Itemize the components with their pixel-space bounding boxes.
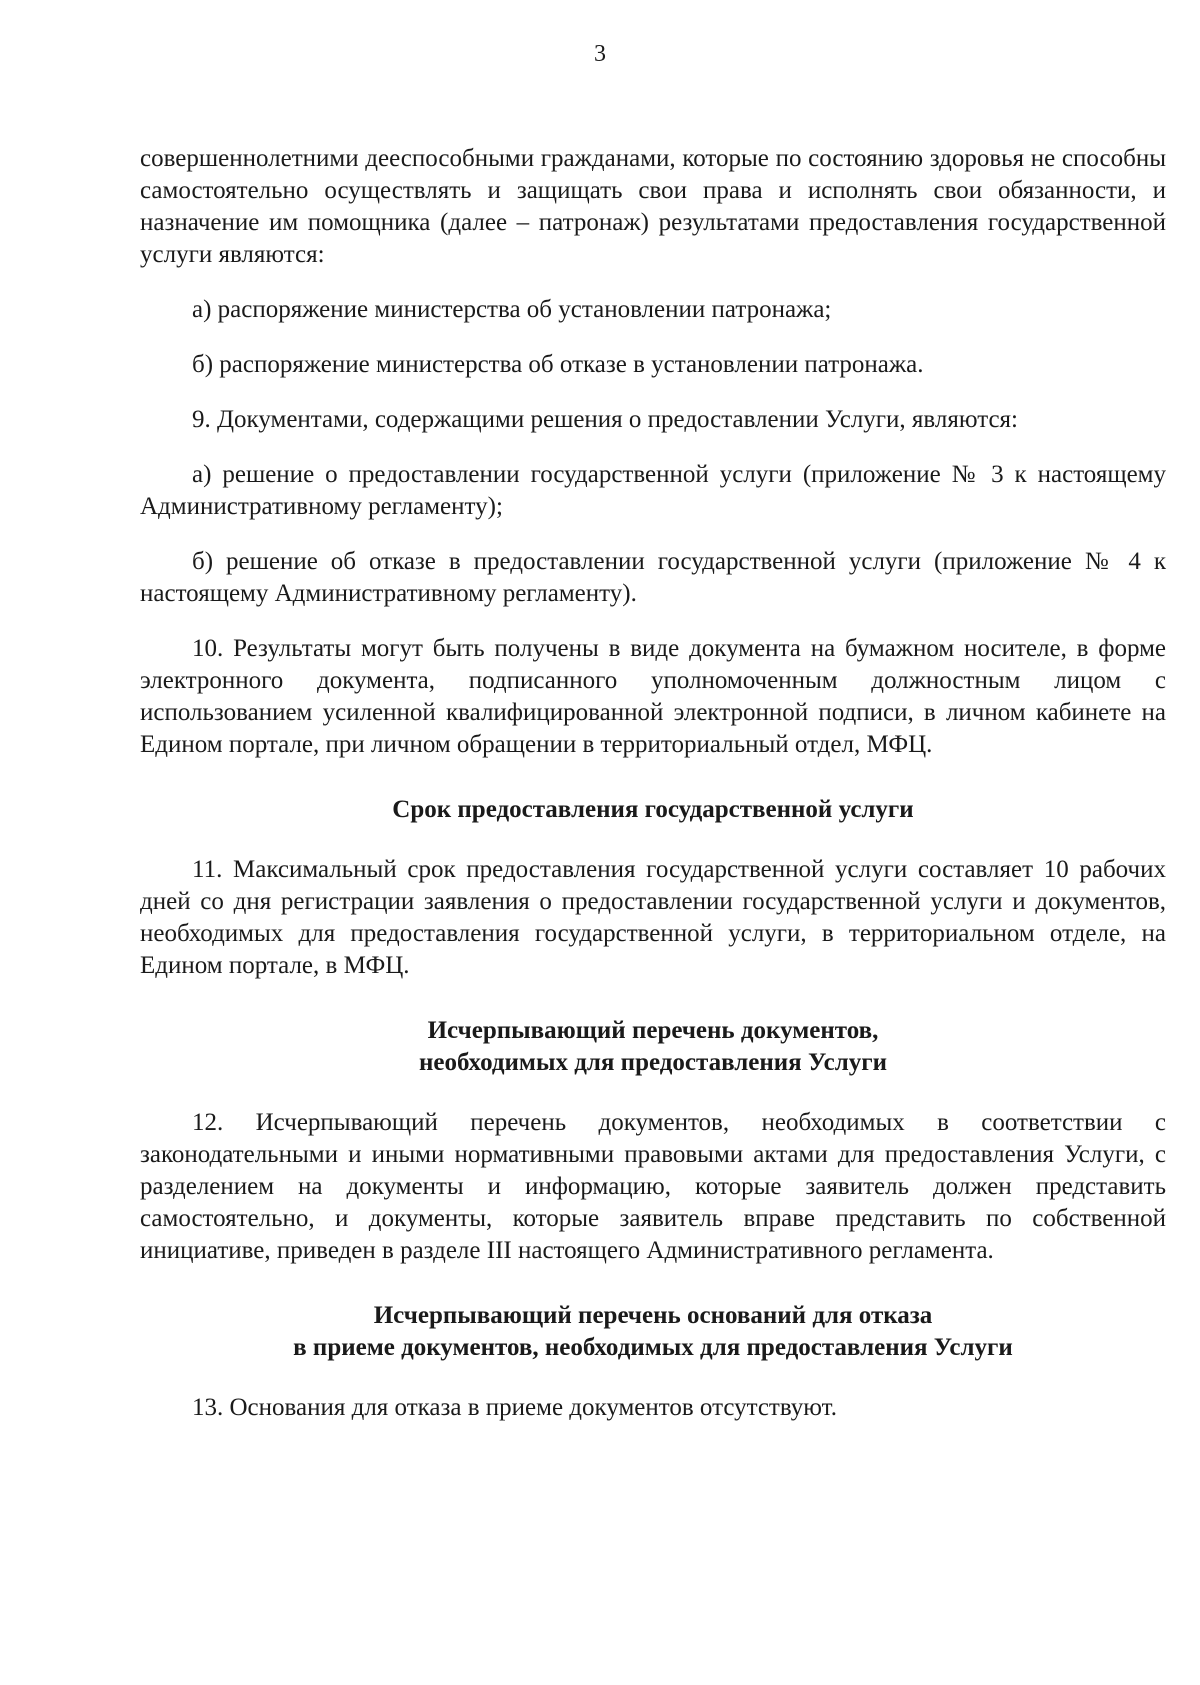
paragraph-10: 10. Результаты могут быть получены в виде документа на бумажном носителе, в форме электронного документа, подписанного уполномоченным должностным лицом с использованием усиленной квалифицированной электронной подписи, в личном кабинете на Едином портале, при личном обращении в территориальный отдел, МФЦ. (140, 635, 1166, 758)
paragraph-11: 11. Максимальный срок предоставления государственной услуги составляет 10 рабочих дней со дня регистрации заявления о предоставлении государственной услуги и документов, необходимых для предоставления государственной услуги, в территориальном отделе, на Едином портале, в МФЦ. (140, 856, 1166, 979)
paragraph-9a: а) решение о предоставлении государственной услуги (приложение № 3 к настоящему Административному регламенту); (140, 461, 1166, 520)
page-number: 3 (594, 41, 606, 67)
heading-refusal-line-1: Исчерпывающий перечень оснований для отказа (373, 1302, 933, 1329)
heading-documents (140, 1015, 1166, 1079)
heading-documents-line-1: Исчерпывающий перечень документов, (427, 1017, 879, 1044)
heading-refusal (140, 1300, 1166, 1364)
paragraph-13: 13. Основания для отказа в приеме документов отсутствуют. (192, 1394, 837, 1421)
paragraph-12: 12. Исчерпывающий перечень документов, необходимых в соответствии с законодательными и иными нормативными правовыми актами для предоставления Услуги, с разделением на документы и информацию, которые заявитель должен представить самостоятельно, и документы, которые заявитель вправе представить по собственной инициативе, приведен в разделе III настоящего Административного регламента. (140, 1109, 1166, 1264)
paragraph-8a: а) распоряжение министерства об установлении патронажа; (192, 296, 832, 323)
heading-refusal-line-2: в приеме документов, необходимых для предоставления Услуги (293, 1334, 1013, 1361)
paragraph-intro: совершеннолетними дееспособными гражданами, которые по состоянию здоровья не способны самостоятельно осуществлять и защищать свои права и исполнять свои обязанности, и назначение им помощника (далее – патронаж) результатами предоставления государственной услуги являются: (140, 145, 1166, 268)
paragraph-9: 9. Документами, содержащими решения о предоставлении Услуги, являются: (192, 406, 1018, 433)
heading-term: Срок предоставления государственной услуги (392, 796, 914, 823)
document-body (140, 143, 1166, 1424)
paragraph-9b: б) решение об отказе в предоставлении государственной услуги (приложение № 4 к настоящему Административному регламенту). (140, 548, 1166, 607)
heading-documents-line-2: необходимых для предоставления Услуги (419, 1049, 887, 1076)
paragraph-8b: б) распоряжение министерства об отказе в установлении патронажа. (192, 351, 924, 378)
